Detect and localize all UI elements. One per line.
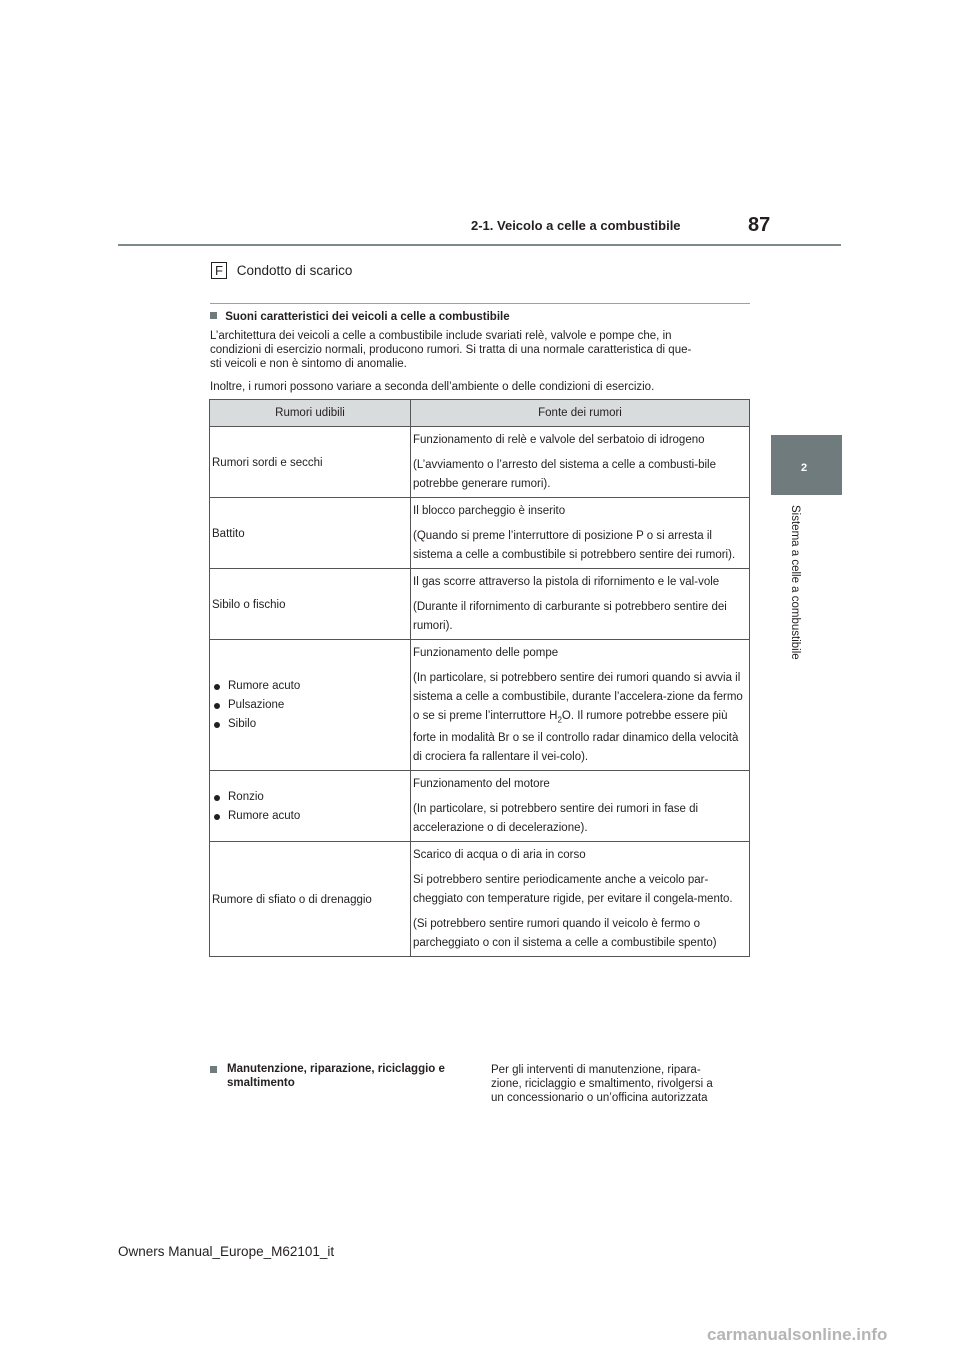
noise-list-item: Sibilo — [212, 715, 408, 734]
noise-label: Rumori sordi e secchi — [212, 456, 323, 469]
source-cell — [411, 771, 750, 842]
table-row — [210, 498, 750, 569]
source-paragraph: (Quando si preme l’interruttore di posizione P o si arresta il sistema a celle a combustibile si potrebbero sentire dei rumori). — [413, 530, 736, 561]
source-paragraph: Funzionamento delle pompe — [413, 647, 559, 659]
source-cell — [411, 640, 750, 771]
footer-text: Owners Manual_Europe_M62101_it — [118, 1244, 335, 1259]
noise-subheading — [210, 311, 510, 323]
intro-line: sti veicoli e non è sintomo di anomalie. — [210, 358, 407, 370]
noise-list-item: Pulsazione — [212, 696, 408, 715]
table-header-noise: Rumori udibili — [210, 400, 411, 427]
table-row — [210, 569, 750, 640]
noise-cell — [210, 498, 411, 569]
noise-cell — [210, 569, 411, 640]
noise-label: Rumore di sfiato o di drenaggio — [212, 893, 372, 906]
noise-label: Battito — [212, 527, 245, 540]
source-paragraph: Il gas scorre attraverso la pistola di rifornimento e le val-vole — [413, 576, 720, 588]
maintenance-line: un concessionario o un’officina autorizzata — [491, 1092, 708, 1104]
chapter-side-label: Sistema a celle a combustibile — [789, 505, 801, 660]
noise-list-item: Rumore acuto — [212, 807, 408, 826]
section-letter-box: F — [211, 262, 227, 279]
source-paragraph: (Si potrebbero sentire rumori quando il veicolo è fermo o parcheggiato o con il sistema a celle a combustibile spento) — [413, 918, 717, 950]
watermark: carmanualsonline.info — [707, 1325, 888, 1344]
square-bullet-icon — [210, 1066, 217, 1073]
source-paragraph: Scarico di acqua o di aria in corso — [413, 849, 586, 862]
page-number: 87 — [748, 214, 771, 236]
intro-paragraph — [210, 329, 750, 371]
noise-list — [212, 677, 408, 734]
maintenance-line: Per gli interventi di manutenzione, ripara- — [491, 1064, 701, 1076]
intro-line: condizioni di esercizio normali, producono rumori. Si tratta di una normale caratteristica di que- — [210, 344, 692, 356]
noise-list-item: Ronzio — [212, 788, 408, 807]
chapter-number: 2 — [801, 462, 808, 474]
source-paragraph: Funzionamento del motore — [413, 778, 550, 791]
source-cell — [411, 427, 750, 498]
table-header-source: Fonte dei rumori — [411, 400, 750, 427]
noise-label: Sibilo o fischio — [212, 598, 286, 611]
header-section-title: 2-1. Veicolo a celle a combustibile — [471, 218, 681, 233]
source-paragraph: Funzionamento di relè e valvole del serbatoio di idrogeno — [413, 434, 705, 446]
noise-cell — [210, 842, 411, 957]
maintenance-heading-text: Manutenzione, riparazione, riciclaggio e smaltimento — [227, 1063, 445, 1089]
section-heading — [211, 262, 352, 279]
noise-cell — [210, 640, 411, 771]
table-header-row — [210, 400, 750, 427]
intro-line: L’architettura dei veicoli a celle a combustibile include svariati relè, valvole e pompe che, in — [210, 330, 672, 342]
section-divider — [210, 303, 750, 304]
source-cell — [411, 569, 750, 640]
square-bullet-icon — [210, 312, 217, 319]
maintenance-line: zione, riciclaggio e smaltimento, rivolgersi a — [491, 1078, 713, 1090]
source-paragraph: Si potrebbero sentire periodicamente anche a veicolo par-cheggiato con temperature rigide, per evitare il congela-mento. — [413, 874, 733, 906]
noise-list — [212, 788, 408, 826]
source-paragraph: (L’avviamento o l’arresto del sistema a celle a combusti-bile potrebbe generare rumori). — [413, 459, 716, 490]
header-divider — [118, 244, 841, 246]
source-cell — [411, 498, 750, 569]
maintenance-text — [491, 1063, 751, 1105]
source-cell — [411, 842, 750, 957]
table-row — [210, 427, 750, 498]
table-row — [210, 640, 750, 771]
noise-cell — [210, 427, 411, 498]
source-paragraph: (Durante il rifornimento di carburante si potrebbero sentire dei rumori). — [413, 601, 727, 632]
table-row — [210, 771, 750, 842]
source-paragraph: (In particolare, si potrebbero sentire dei rumori in fase di accelerazione o di decelerazione). — [413, 803, 699, 835]
noise-table-body — [210, 427, 750, 957]
chapter-tab — [771, 435, 842, 495]
source-paragraph: Il blocco parcheggio è inserito — [413, 505, 566, 517]
maintenance-heading — [210, 1062, 480, 1090]
table-row — [210, 842, 750, 957]
section-title: Condotto di scarico — [236, 263, 353, 278]
noise-list-item: Rumore acuto — [212, 677, 408, 696]
noise-table — [209, 399, 750, 957]
intro-paragraph-2: Inoltre, i rumori possono variare a seconda dell’ambiente o delle condizioni di esercizio. — [210, 381, 655, 393]
source-paragraph: (In particolare, si potrebbero sentire dei rumori quando si avvia il sistema a celle a combustibile, durante l’accelera-zione da fermo o se si preme l’interruttore $H_2O$. Il rumore potrebbe essere più forte in modalità Br o se il controllo radar dinamico della velocità di crociera fa rallentare il vei-colo). — [413, 672, 743, 764]
noise-cell — [210, 771, 411, 842]
noise-subheading-text: Suoni caratteristici dei veicoli a celle a combustibile — [225, 311, 510, 323]
